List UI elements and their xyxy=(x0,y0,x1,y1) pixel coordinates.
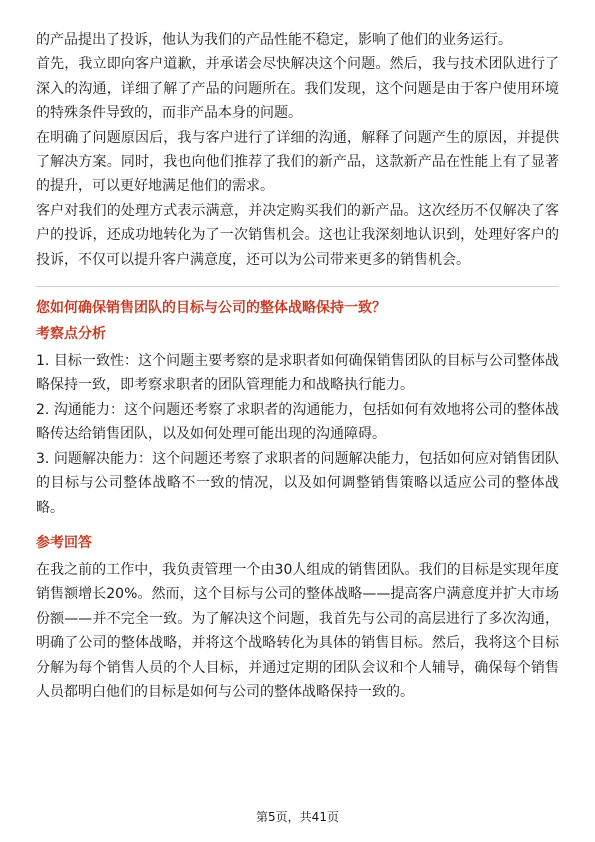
answer-paragraph: 在我之前的工作中，我负责管理一个由30人组成的销售团队。我们的目标是实现年度销售额增长20%。然而，这个目标与公司的整体战略——提高客户满意度并扩大市场份额——并不完全一致。为了解决这个问题，我首先与公司的高层进行了多次沟通，明确了公司的整体战略，并将这个战略转化为具体的销售目标。然后，我将这个目标分解为每个销售人员的个人目标，并通过定期的团队会议和个人辅导，确保每个销售人员都明白他们的目标是如何与公司的整体战略保持一致的。 xyxy=(36,561,559,700)
answer-heading: 参考回答 xyxy=(36,534,92,551)
analysis-point: 3. 问题解决能力：这个问题还考察了求职者的问题解决能力，包括如何应对销售团队的目标与公司整体战略不一致的情况，以及如何调整销售策略以适应公司的整体战略。 xyxy=(36,450,559,516)
analysis-heading: 考察点分析 xyxy=(36,326,106,343)
section-divider xyxy=(36,286,559,287)
analysis-point: 1. 目标一致性：这个问题主要考察的是求职者如何确保销售团队的目标与公司整体战略保持一致，即考察求职者的团队管理能力和战略执行能力。 xyxy=(36,353,559,394)
analysis-point: 2. 沟通能力：这个问题还考察了求职者的沟通能力，包括如何有效地将公司的整体战略传达给销售团队，以及如何处理可能出现的沟通障碍。 xyxy=(36,401,559,443)
intro-paragraph: 首先，我立即向客户道歉，并承诺会尽快解决这个问题。然后，我与技术团队进行了深入的沟通，详细了解了产品的问题所在。我们发现，这个问题是由于客户使用环境的特殊条件导致的，而非产品本身的问题。 xyxy=(36,56,559,122)
intro-paragraph: 客户对我们的处理方式表示满意，并决定购买我们的新产品。这次经历不仅解决了客户的投诉，还成功地转化为了一次销售机会。这也让我深刻地认识到，处理好客户的投诉，不仅可以提升客户满意度，还可以为公司带来更多的销售机会。 xyxy=(36,202,559,268)
page-number-footer: 第5页，共41页 xyxy=(256,810,339,824)
document-page xyxy=(36,28,559,704)
intro-paragraph: 的产品提出了投诉，他认为我们的产品性能不稳定，影响了他们的业务运行。 xyxy=(36,32,512,48)
question-title: 您如何确保销售团队的目标与公司的整体战略保持一致？ xyxy=(36,300,386,317)
intro-paragraph: 在明确了问题原因后，我与客户进行了详细的沟通，解释了问题产生的原因，并提供了解决方案。同时，我也向他们推荐了我们的新产品，这款新产品在性能上有了显著的提升，可以更好地满足他们的需求。 xyxy=(36,129,559,195)
